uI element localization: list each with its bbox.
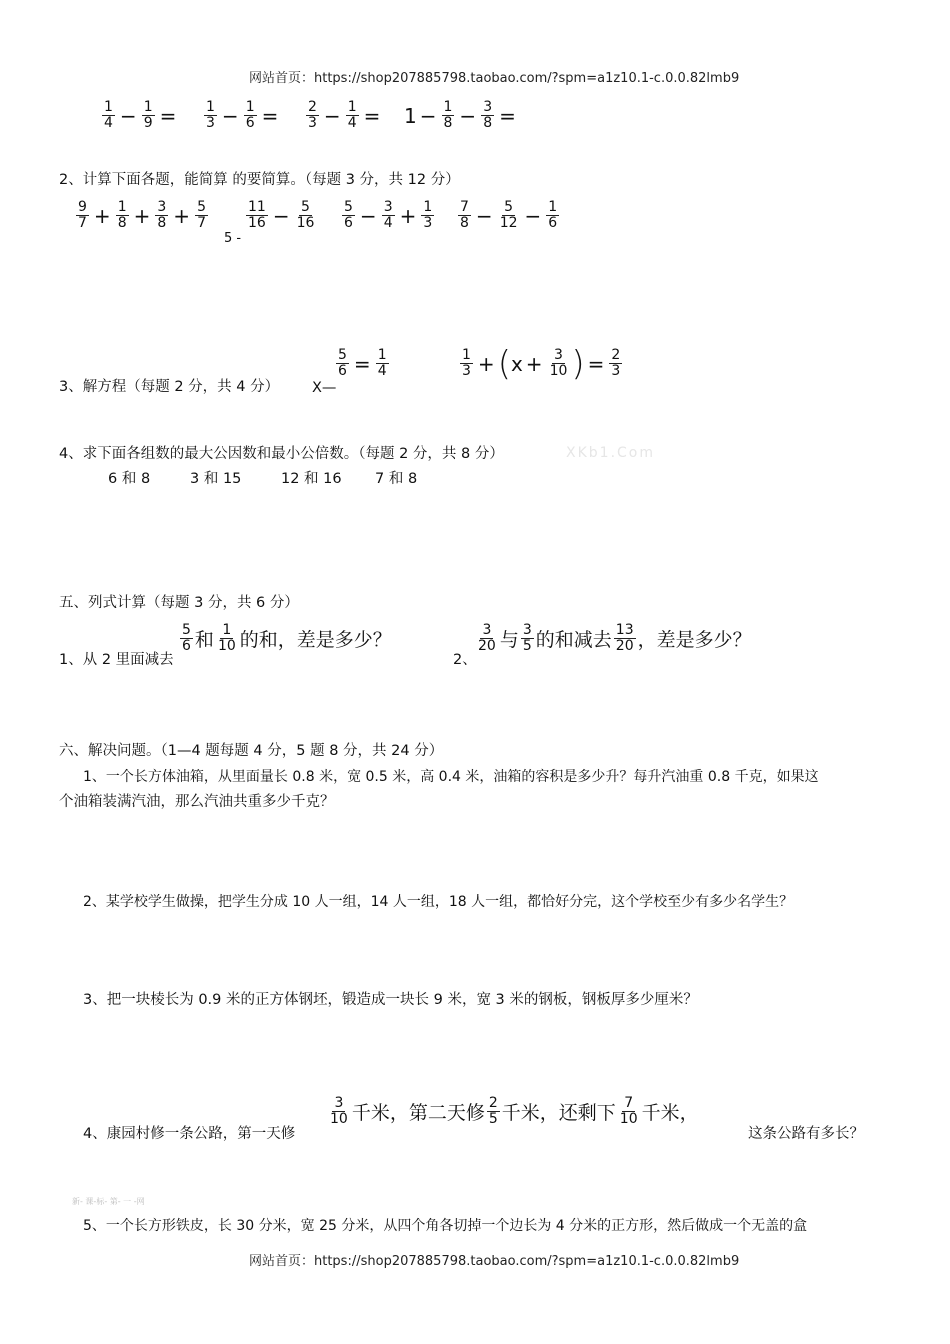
fraction xyxy=(481,100,494,131)
number-pair: 6 和 8 xyxy=(108,471,151,487)
fraction xyxy=(246,200,268,231)
fraction xyxy=(180,623,193,654)
section-3-title: 3、解方程（每题 2 分，共 4 分） xyxy=(59,379,280,395)
numerator: 3 xyxy=(383,199,393,215)
numerator: 1 xyxy=(443,99,453,115)
math-symbol: + xyxy=(525,351,543,376)
number-pair: 12 和 16 xyxy=(281,471,342,487)
question-text: 的和，差是多少？ xyxy=(239,629,392,651)
question-text: ，差是多少？ xyxy=(637,629,752,651)
expression-2-3 xyxy=(340,200,436,231)
fraction-row-4 xyxy=(404,100,519,131)
expression-2-2-prefix: 5 - xyxy=(224,231,242,246)
numerator: 2 xyxy=(488,1095,498,1111)
math-symbol: − xyxy=(221,103,239,128)
numerator: 5 xyxy=(338,347,347,363)
numerator: 5 xyxy=(301,199,310,215)
problem-3: 3、把一块棱长为 0.9 米的正方体钢坯，锻造成一块长 9 米，宽 3 米的钢板，钢板厚多少厘米？ xyxy=(83,992,698,1008)
problem-1-line-2: 个油箱装满汽油，那么汽油共重多少千克？ xyxy=(59,794,335,810)
denominator: 16 xyxy=(248,215,266,231)
math-symbol: = xyxy=(363,103,381,128)
fraction xyxy=(295,200,317,231)
math-symbol: = xyxy=(587,351,605,376)
numerator: 1 xyxy=(117,199,127,215)
denominator: 7 xyxy=(197,215,206,231)
fraction xyxy=(346,100,359,131)
denominator: 6 xyxy=(338,363,347,379)
fraction xyxy=(548,348,570,379)
fraction-row-3 xyxy=(304,100,383,131)
denominator: 20 xyxy=(478,638,496,654)
fraction xyxy=(336,348,349,379)
denominator: 3 xyxy=(206,115,215,131)
numerator: 3 xyxy=(483,99,493,115)
denominator: 3 xyxy=(611,363,621,379)
numerator: 11 xyxy=(248,199,266,215)
parenthesis: ) xyxy=(571,343,585,384)
math-symbol: = xyxy=(353,351,371,376)
fraction xyxy=(614,623,636,654)
denominator: 3 xyxy=(308,115,317,131)
math-symbol: − xyxy=(359,203,377,228)
denominator: 20 xyxy=(615,638,634,654)
fraction xyxy=(521,623,534,654)
number-pair: 3 和 15 xyxy=(190,471,242,487)
numerator: 5 xyxy=(344,199,353,215)
math-symbol: − xyxy=(419,103,437,128)
fraction xyxy=(382,200,395,231)
numerator: 3 xyxy=(554,347,563,363)
math-symbol: = xyxy=(261,103,279,128)
denominator: 10 xyxy=(330,1111,348,1127)
numerator: 2 xyxy=(611,347,621,363)
numerator: 9 xyxy=(78,199,87,215)
denominator: 16 xyxy=(296,215,315,231)
section-5-title: 五、列式计算（每题 3 分，共 6 分） xyxy=(59,595,299,611)
parenthesis: ( xyxy=(497,343,511,384)
denominator: 8 xyxy=(460,215,469,231)
numerator: 7 xyxy=(624,1095,634,1111)
numerator: 5 xyxy=(504,199,514,215)
denominator: 8 xyxy=(483,115,493,131)
watermark: XKb1.Com xyxy=(566,445,655,461)
denominator: 6 xyxy=(245,115,255,131)
numerator: 1 xyxy=(143,99,153,115)
equation-1 xyxy=(334,348,391,379)
math-symbol: − xyxy=(323,103,341,128)
denominator: 6 xyxy=(182,638,191,654)
numerator: 5 xyxy=(197,199,206,215)
fraction xyxy=(609,348,622,379)
numerator: 1 xyxy=(423,199,433,215)
fraction xyxy=(487,1096,500,1127)
numerator: 7 xyxy=(460,199,469,215)
question-text: 千米，还剩下 xyxy=(501,1102,616,1124)
fraction xyxy=(546,200,559,231)
numerator: 1 xyxy=(104,99,113,115)
question-text: 与 xyxy=(499,629,519,651)
equation-2 xyxy=(458,343,624,384)
denominator: 6 xyxy=(548,215,558,231)
math-symbol: − xyxy=(119,103,137,128)
page-footer: 网站首页：https://shop207885798.taobao.com/?spm=a1z10.1-c.0.0.82lmb9 xyxy=(249,1254,740,1269)
section-2-title: 2、计算下面各题，能简算 的要简算。（每题 3 分，共 12 分） xyxy=(59,172,460,188)
section-4-title: 4、求下面各组数的最大公因数和最小公倍数。（每题 2 分，共 8 分） xyxy=(59,446,504,462)
fraction xyxy=(442,100,455,131)
number-pair: 7 和 8 xyxy=(375,471,418,487)
fraction xyxy=(142,100,155,131)
fraction xyxy=(116,200,129,231)
fraction xyxy=(204,100,217,131)
numerator: 1 xyxy=(206,99,215,115)
math-symbol: + xyxy=(173,203,191,228)
denominator: 7 xyxy=(78,215,87,231)
math-symbol: 1 xyxy=(404,103,417,128)
question-5-1 xyxy=(178,623,392,654)
fraction xyxy=(618,1096,640,1127)
question-5-1-prefix: 1、从 2 里面减去 xyxy=(59,652,174,668)
equation-1-prefix: X— xyxy=(312,380,337,396)
numerator: 1 xyxy=(245,99,255,115)
math-symbol: − xyxy=(459,103,477,128)
numerator: 1 xyxy=(377,347,387,363)
fraction xyxy=(155,200,168,231)
denominator: 4 xyxy=(104,115,113,131)
denominator: 10 xyxy=(619,1111,638,1127)
numerator: 3 xyxy=(334,1095,344,1111)
math-symbol: − xyxy=(524,203,542,228)
expression-2-1 xyxy=(74,200,210,231)
problem-4-tail: 这条公路有多长？ xyxy=(748,1126,864,1142)
fraction xyxy=(216,623,238,654)
fraction xyxy=(76,200,89,231)
denominator: 9 xyxy=(143,115,153,131)
fraction xyxy=(244,100,257,131)
numerator: 1 xyxy=(222,622,232,638)
expression-2-4 xyxy=(456,200,561,231)
problem-4-prefix: 4、康园村修一条公路，第一天修 xyxy=(83,1126,296,1142)
fraction-row-1 xyxy=(100,100,179,131)
section-6-title: 六、解决问题。（1—4 题每题 4 分，5 题 8 分，共 24 分） xyxy=(59,743,444,759)
math-symbol: = xyxy=(499,103,516,128)
numerator: 13 xyxy=(615,622,634,638)
math-symbol: − xyxy=(475,203,493,228)
problem-2: 2、某学校学生做操，把学生分成 10 人一组，14 人一组，18 人一组，都恰好分完，这个学校至少有多少名学生？ xyxy=(83,894,794,910)
denominator: 4 xyxy=(383,215,393,231)
math-symbol: = xyxy=(159,103,177,128)
denominator: 6 xyxy=(344,215,353,231)
fraction xyxy=(342,200,355,231)
math-symbol: + xyxy=(133,203,151,228)
numerator: 2 xyxy=(308,99,317,115)
problem-5: 5、一个长方形铁皮，长 30 分米，宽 25 分米，从四个角各切掉一个边长为 4 分米的正方形，然后做成一个无盖的盒 xyxy=(83,1218,808,1234)
problem-1-line-1: 1、一个长方体油箱，从里面量长 0.8 米，宽 0.5 米，高 0.4 米，油箱的容积是多少升？每升汽油重 0.8 千克，如果这 xyxy=(83,769,819,785)
numerator: 5 xyxy=(182,622,191,638)
fraction xyxy=(328,1096,350,1127)
fraction xyxy=(102,100,115,131)
denominator: 8 xyxy=(443,115,453,131)
problem-4-fractions xyxy=(326,1096,699,1127)
math-symbol: − xyxy=(272,203,290,228)
denominator: 5 xyxy=(488,1111,498,1127)
question-5-2 xyxy=(474,623,752,654)
math-symbol: + xyxy=(477,351,495,376)
fraction xyxy=(421,200,434,231)
expression-2-2 xyxy=(244,200,318,231)
math-symbol: + xyxy=(399,203,417,228)
denominator: 12 xyxy=(499,215,518,231)
question-5-2-prefix: 2、 xyxy=(453,652,477,668)
denominator: 10 xyxy=(549,363,568,379)
fraction xyxy=(306,100,319,131)
question-text: 千米，第二天修 xyxy=(351,1102,485,1124)
denominator: 5 xyxy=(522,638,532,654)
fraction-row-2 xyxy=(202,100,281,131)
fraction xyxy=(460,348,473,379)
denominator: 8 xyxy=(117,215,127,231)
denominator: 10 xyxy=(217,638,236,654)
numerator: 1 xyxy=(548,199,558,215)
fraction xyxy=(458,200,471,231)
numerator: 1 xyxy=(347,99,357,115)
question-text: 和 xyxy=(194,629,214,651)
fraction xyxy=(498,200,520,231)
small-watermark: 新- 课-标- 第- 一 -网 xyxy=(72,1197,145,1206)
denominator: 4 xyxy=(347,115,357,131)
numerator: 1 xyxy=(462,347,471,363)
denominator: 3 xyxy=(462,363,471,379)
question-text: 的和减去 xyxy=(535,629,612,651)
fraction xyxy=(376,348,389,379)
denominator: 4 xyxy=(377,363,387,379)
fraction xyxy=(476,623,498,654)
numerator: 3 xyxy=(522,622,532,638)
page-header: 网站首页：https://shop207885798.taobao.com/?spm=a1z10.1-c.0.0.82lmb9 xyxy=(249,71,740,86)
question-text: 千米， xyxy=(641,1102,699,1124)
math-symbol: + xyxy=(93,203,111,228)
denominator: 3 xyxy=(423,215,433,231)
math-symbol: x xyxy=(510,351,523,376)
denominator: 8 xyxy=(157,215,167,231)
fraction xyxy=(195,200,208,231)
numerator: 3 xyxy=(157,199,167,215)
numerator: 3 xyxy=(482,622,492,638)
